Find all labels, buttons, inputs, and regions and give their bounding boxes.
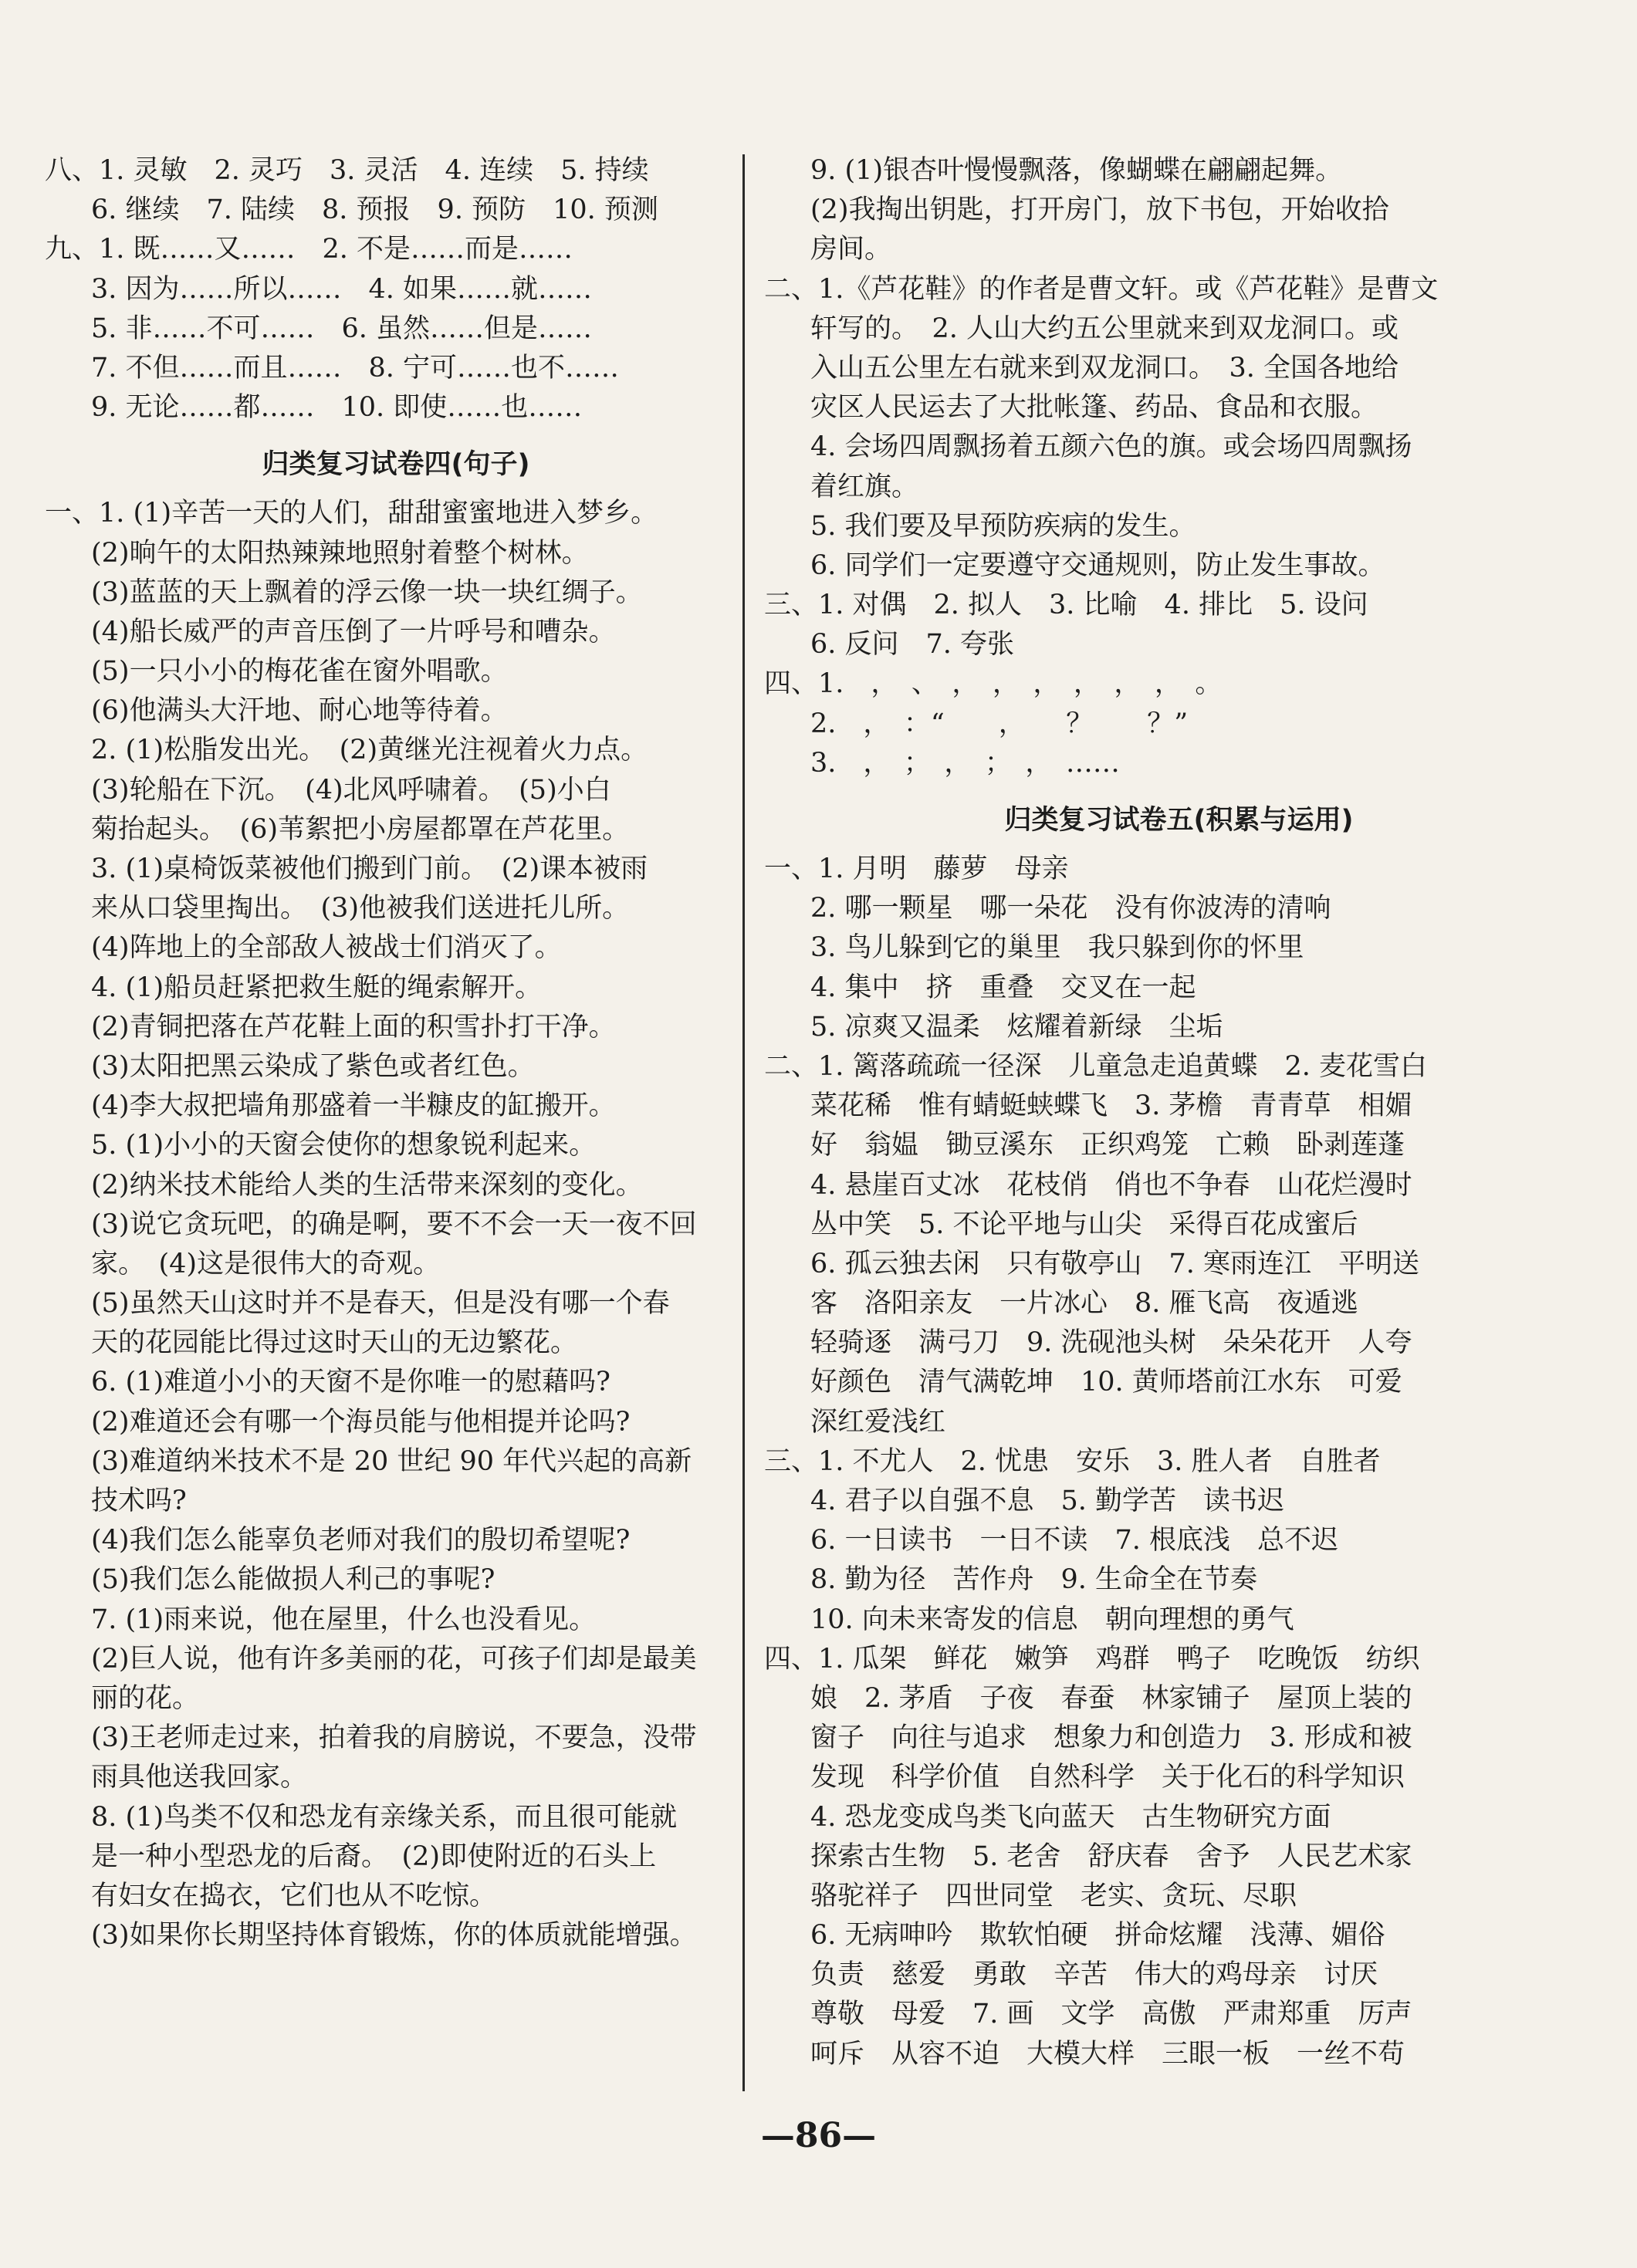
answer-line: (2)巨人说，他有许多美丽的花，可孩子们却是最美 [91, 1643, 697, 1675]
answer-line: 7. (1)雨来说，他在屋里，什么也没看见。 [91, 1604, 597, 1635]
answer-line: 轩写的。 2. 人山大约五公里就来到双龙洞口。或 [810, 313, 1399, 344]
answer-line: 一、1. 月明 藤萝 母亲 [764, 853, 1069, 884]
answer-line: 3. 鸟儿躲到它的巢里 我只躲到你的怀里 [810, 932, 1304, 964]
answer-line: 7. 不但……而且…… 8. 宁可……也不…… [91, 352, 620, 384]
answer-line: 菊抬起头。 (6)苇絮把小房屋都罩在芦花里。 [91, 813, 630, 845]
left-answers-top [45, 151, 747, 428]
answer-line: 9. (1)银杏叶慢慢飘落，像蝴蝶在翩翩起舞。 [810, 155, 1343, 186]
answer-line: (3)太阳把黑云染成了紫色或者红色。 [91, 1050, 535, 1082]
answer-line: 呵斥 从容不迫 大模大样 三眼一板 一丝不苟 [810, 2038, 1405, 2070]
answer-line: (5)一只小小的梅花雀在窗外唱歌。 [91, 656, 508, 688]
answer-line: 骆驼祥子 四世同堂 老实、贪玩、尽职 [810, 1880, 1297, 1911]
answer-line: 三、1. 不尤人 2. 忧患 安乐 3. 胜人者 自胜者 [764, 1445, 1381, 1477]
column-divider [742, 154, 745, 2091]
answer-line: 4. 悬崖百丈冰 花枝俏 俏也不争春 山花烂漫时 [810, 1169, 1412, 1201]
answer-line: (4)李大叔把墙角那盛着一半糠皮的缸搬开。 [91, 1090, 616, 1122]
answer-line: 灾区人民运去了大批帐篷、药品、食品和衣服。 [810, 392, 1378, 424]
answer-line: 家。 (4)这是很伟大的奇观。 [91, 1248, 441, 1279]
section-title-five: 归类复习试卷五(积累与运用) [1004, 805, 1354, 836]
answer-line: (2)青铜把落在芦花鞋上面的积雪扑打干净。 [91, 1011, 616, 1043]
answer-line: 6. 反问 7. 夸张 [810, 629, 1015, 661]
answer-line: 10. 向未来寄发的信息 朝向理想的勇气 [810, 1604, 1294, 1635]
answer-line: 窗子 向往与追求 想象力和创造力 3. 形成和被 [810, 1722, 1412, 1754]
answer-line: 4. (1)船员赶紧把救生艇的绳索解开。 [91, 972, 543, 1003]
answer-line: (2)纳米技术能给人类的生活带来深刻的变化。 [91, 1169, 643, 1201]
answer-line: 技术吗? [91, 1486, 187, 1516]
answer-line: 是一种小型恐龙的后裔。 (2)即使附近的石头上 [91, 1840, 657, 1872]
answer-line: 8. (1)鸟类不仅和恐龙有亲缘关系，而且很可能就 [91, 1801, 678, 1833]
answer-line: (3)难道纳米技术不是 20 世纪 90 年代兴起的高新 [91, 1445, 692, 1477]
answer-line: 好 翁媪 锄豆溪东 正织鸡笼 亡赖 卧剥莲蓬 [810, 1130, 1405, 1161]
answer-line: 菜花稀 惟有蜻蜓蛱蝶飞 3. 茅檐 青青草 相媚 [810, 1090, 1412, 1122]
answer-line: (2)晌午的太阳热辣辣地照射着整个树林。 [91, 537, 589, 569]
answer-line: 入山五公里左右就来到双龙洞口。 3. 全国各地给 [810, 352, 1399, 384]
answer-line: 九、1. 既……又…… 2. 不是……而是…… [45, 234, 573, 265]
answer-line: 丛中笑 5. 不论平地与山尖 采得百花成蜜后 [810, 1208, 1358, 1240]
answer-line: 2. ， ：“ ， ？ ？” [810, 708, 1189, 739]
answer-line: 三、1. 对偶 2. 拟人 3. 比喻 4. 排比 5. 设问 [764, 590, 1368, 621]
answer-line: 4. 恐龙变成鸟类飞向蓝天 古生物研究方面 [810, 1801, 1331, 1833]
answer-line: 客 洛阳亲友 一片冰心 8. 雁飞高 夜遁逃 [810, 1288, 1358, 1320]
answer-line: 丽的花。 [91, 1682, 200, 1714]
section-title-four: 归类复习试卷四(句子) [262, 449, 530, 481]
answer-line: 好颜色 清气满乾坤 10. 黄师塔前江水东 可爱 [810, 1367, 1402, 1398]
answer-line: (2)难道还会有哪一个海员能与他相提并论吗? [91, 1406, 631, 1438]
answer-line: 轻骑逐 满弓刀 9. 洗砚池头树 朵朵花开 人夸 [810, 1327, 1412, 1359]
answer-line: 3. (1)桌椅饭菜被他们搬到门前。 (2)课本被雨 [91, 853, 648, 884]
answer-line: (2)我掏出钥匙，打开房门，放下书包，开始收拾 [810, 194, 1389, 226]
answer-line: 6. 同学们一定要遵守交通规则，防止发生事故。 [810, 549, 1385, 581]
left-answers-section [45, 494, 747, 1955]
answer-line: 着红旗。 [810, 471, 919, 502]
answer-line: 深红爱浅红 [810, 1406, 946, 1438]
answer-line: 6. (1)难道小小的天窗不是你唯一的慰藉吗? [91, 1367, 610, 1398]
answer-line: (4)船长威严的声音压倒了一片呼号和嘈杂。 [91, 616, 616, 647]
answer-line: (3)轮船在下沉。 (4)北风呼啸着。 (5)小白 [91, 774, 611, 806]
answer-line: 发现 科学价值 自然科学 关于化石的科学知识 [810, 1762, 1405, 1793]
answer-line: 5. 我们要及早预防疾病的发生。 [810, 510, 1196, 542]
page-number: —86— [760, 2116, 877, 2155]
answer-line: 3. 因为……所以…… 4. 如果……就…… [91, 273, 593, 305]
answer-line: 八、1. 灵敏 2. 灵巧 3. 灵活 4. 连续 5. 持续 [45, 155, 649, 186]
answer-line: (5)虽然天山这时并不是春天，但是没有哪一个春 [91, 1288, 670, 1320]
answer-line: 4. 会场四周飘扬着五颜六色的旗。或会场四周飘扬 [810, 431, 1412, 463]
answer-line: 2. (1)松脂发出光。 (2)黄继光注视着火力点。 [91, 735, 648, 766]
answer-line: 5. 凉爽又温柔 炫耀着新绿 尘垢 [810, 1011, 1223, 1043]
answer-line: (4)我们怎么能辜负老师对我们的殷切希望呢? [91, 1525, 631, 1557]
answer-line: 天的花园能比得过这时天山的无边繁花。 [91, 1327, 578, 1359]
right-answers-top [764, 151, 1594, 783]
answer-line: (4)阵地上的全部敌人被战士们消灭了。 [91, 932, 562, 964]
answer-line: (5)我们怎么能做损人利己的事呢? [91, 1564, 495, 1596]
answer-line: 6. 无病呻吟 欺软怕硬 拼命炫耀 浅薄、媚俗 [810, 1920, 1385, 1952]
answer-line: 二、1.《芦花鞋》的作者是曹文轩。或《芦花鞋》是曹文 [764, 273, 1439, 305]
answer-line: 房间。 [810, 234, 892, 265]
answer-line: (3)如果你长期坚持体育锻炼，你的体质就能增强。 [91, 1920, 697, 1952]
answer-line: 四、1. ， 、 ， ， ， ， ， ， 。 [764, 668, 1223, 700]
right-column [764, 151, 1594, 2074]
answer-line: 一、1. (1)辛苦一天的人们，甜甜蜜蜜地进入梦乡。 [45, 498, 658, 529]
answer-line: 娘 2. 茅盾 子夜 春蚕 林家铺子 屋顶上装的 [810, 1682, 1412, 1714]
answer-line: 尊敬 母爱 7. 画 文学 高傲 严肃郑重 厉声 [810, 1999, 1412, 2030]
answer-line: 9. 无论……都…… 10. 即使……也…… [91, 392, 583, 424]
right-answers-section [764, 850, 1594, 2074]
answer-line: 四、1. 瓜架 鲜花 嫩笋 鸡群 鸭子 吃晚饭 纺织 [764, 1643, 1420, 1675]
left-column [45, 151, 747, 1955]
answer-line: 3. ， ； ， ； ， …… [810, 747, 1120, 779]
answer-line: 6. 孤云独去闲 只有敬亭山 7. 寒雨连江 平明送 [810, 1248, 1420, 1279]
answer-line: 6. 继续 7. 陆续 8. 预报 9. 预防 10. 预测 [91, 194, 658, 226]
answer-line: 6. 一日读书 一日不读 7. 根底浅 总不迟 [810, 1525, 1339, 1557]
answer-line: 雨具他送我回家。 [91, 1762, 308, 1793]
answer-line: 5. 非……不可…… 6. 虽然……但是…… [91, 313, 593, 344]
answer-line: (3)说它贪玩吧，的确是啊，要不不会一天一夜不回 [91, 1208, 697, 1240]
answer-line: 负责 慈爱 勇敢 辛苦 伟大的鸡母亲 讨厌 [810, 1959, 1378, 1991]
answer-line: 5. (1)小小的天窗会使你的想象锐利起来。 [91, 1130, 597, 1161]
answer-line: 2. 哪一颗星 哪一朵花 没有你波涛的清响 [810, 893, 1331, 924]
answer-line: (3)王老师走过来，拍着我的肩膀说，不要急，没带 [91, 1722, 697, 1754]
answer-line: 来从口袋里掏出。 (3)他被我们送进托儿所。 [91, 893, 630, 924]
answer-line: 4. 君子以自强不息 5. 勤学苦 读书迟 [810, 1486, 1285, 1516]
answer-line: 8. 勤为径 苦作舟 9. 生命全在节奏 [810, 1564, 1258, 1596]
answer-line: 有妇女在捣衣，它们也从不吃惊。 [91, 1880, 497, 1911]
answer-line: (3)蓝蓝的天上飘着的浮云像一块一块红绸子。 [91, 576, 643, 608]
answer-line: 4. 集中 挤 重叠 交叉在一起 [810, 972, 1196, 1003]
answer-line: 探索古生物 5. 老舍 舒庆春 舍予 人民艺术家 [810, 1840, 1412, 1872]
answer-line: 二、1. 篱落疏疏一径深 儿童急走追黄蝶 2. 麦花雪白 [764, 1050, 1428, 1082]
answer-line: (6)他满头大汗地、耐心地等待着。 [91, 695, 508, 727]
